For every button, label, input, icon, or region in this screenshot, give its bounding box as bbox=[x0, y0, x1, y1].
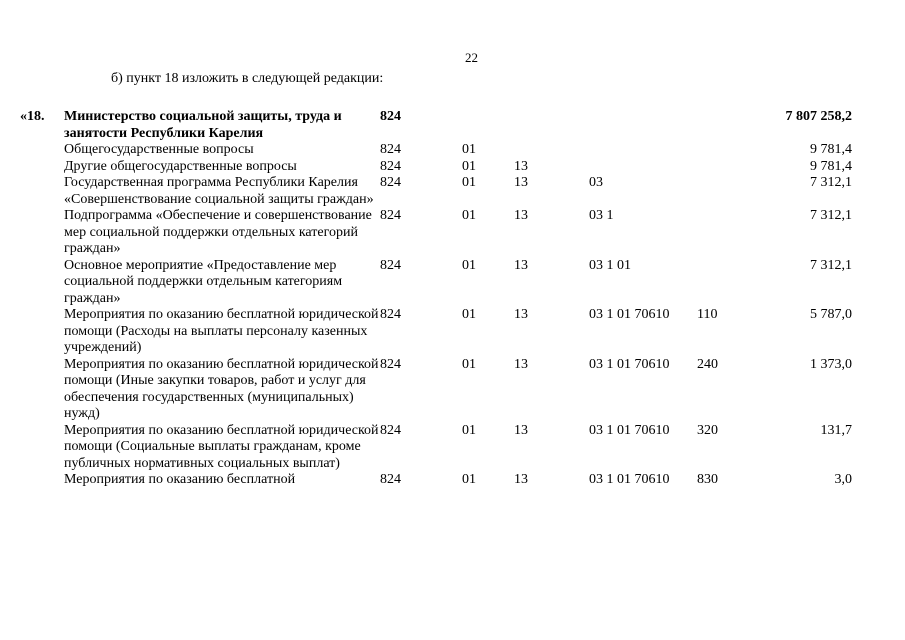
row-ved: 824 bbox=[380, 175, 401, 190]
row-number bbox=[20, 208, 64, 258]
row-rz: 01 bbox=[462, 142, 476, 157]
table-row bbox=[20, 357, 852, 423]
row-sum: 7 312,1 bbox=[810, 175, 852, 190]
table-row bbox=[20, 472, 852, 489]
page-number: 22 bbox=[465, 50, 478, 65]
row-csr: 03 1 bbox=[589, 208, 614, 223]
row-vr: 830 bbox=[697, 472, 718, 487]
row-ved: 824 bbox=[380, 142, 401, 157]
table-row bbox=[20, 258, 852, 308]
row-sum: 9 781,4 bbox=[810, 158, 852, 174]
row-ved: 824 bbox=[380, 257, 401, 273]
row-csr bbox=[589, 142, 697, 159]
row-vr bbox=[697, 159, 751, 176]
row-pr: 13 bbox=[514, 175, 528, 190]
row-sum: 5 787,0 bbox=[810, 307, 852, 322]
row-ved: 824 bbox=[380, 208, 401, 223]
row-pr: 13 bbox=[514, 208, 528, 223]
row-name: Мероприятия по оказанию бесплатной юридической помощи (Расходы на выплаты персоналу казенных учреждений) bbox=[64, 307, 379, 355]
row-rz: 01 bbox=[462, 208, 476, 223]
row-csr: 03 1 01 70610 bbox=[589, 472, 670, 487]
row-pr: 13 bbox=[514, 472, 528, 487]
row-csr: 03 1 01 bbox=[589, 257, 631, 273]
row-vr: 110 bbox=[697, 307, 718, 322]
row-sum: 7 312,1 bbox=[810, 257, 852, 273]
row-pr bbox=[514, 142, 589, 159]
row-csr: 03 1 01 70610 bbox=[589, 356, 670, 372]
row-name: Мероприятия по оказанию бесплатной юридической помощи (Социальные выплаты гражданам, кроме публичных нормативных социальных выплат) bbox=[64, 422, 379, 471]
row-sum: 7 312,1 bbox=[810, 208, 852, 223]
row-rz bbox=[462, 109, 514, 142]
row-number bbox=[20, 159, 64, 176]
row-rz: 01 bbox=[462, 422, 476, 438]
row-csr: 03 1 01 70610 bbox=[589, 422, 670, 438]
intro-text: б) пункт 18 изложить в следующей редакции: bbox=[111, 71, 384, 86]
row-vr: 240 bbox=[697, 356, 718, 372]
row-vr bbox=[697, 109, 751, 142]
row-number bbox=[20, 423, 64, 473]
table-row bbox=[20, 109, 852, 142]
row-pr: 13 bbox=[514, 307, 528, 322]
row-number bbox=[20, 175, 64, 208]
row-rz: 01 bbox=[462, 472, 476, 487]
row-pr: 13 bbox=[514, 356, 528, 372]
table-row bbox=[20, 175, 852, 208]
row-name: Министерство социальной защиты, труда и занятости Республики Карелия bbox=[64, 109, 342, 141]
row-vr bbox=[697, 142, 751, 159]
row-pr: 13 bbox=[514, 422, 528, 438]
row-vr bbox=[697, 258, 751, 308]
row-ved: 824 bbox=[380, 472, 401, 487]
row-csr bbox=[589, 109, 697, 142]
table-row bbox=[20, 307, 852, 357]
row-sum: 131,7 bbox=[820, 422, 852, 438]
row-number: «18. bbox=[20, 109, 45, 124]
row-name: Подпрограмма «Обеспечение и совершенствование мер социальной поддержки отдельных категорий граждан» bbox=[64, 208, 372, 256]
row-csr: 03 1 01 70610 bbox=[589, 307, 670, 322]
table-row bbox=[20, 142, 852, 159]
row-sum: 9 781,4 bbox=[810, 142, 852, 157]
row-rz: 01 bbox=[462, 158, 476, 174]
row-rz: 01 bbox=[462, 307, 476, 322]
row-name: Общегосударственные вопросы bbox=[64, 142, 254, 157]
row-number bbox=[20, 142, 64, 159]
row-name: Государственная программа Республики Карелия «Совершенствование социальной защиты граждан» bbox=[64, 175, 374, 207]
row-number bbox=[20, 357, 64, 423]
row-vr: 320 bbox=[697, 422, 718, 438]
row-csr: 03 bbox=[589, 175, 603, 190]
row-rz: 01 bbox=[462, 356, 476, 372]
budget-table bbox=[20, 109, 852, 489]
table-row bbox=[20, 423, 852, 473]
row-ved: 824 bbox=[380, 158, 401, 174]
row-ved: 824 bbox=[380, 109, 401, 124]
row-ved: 824 bbox=[380, 422, 401, 438]
row-pr bbox=[514, 109, 589, 142]
row-name: Основное мероприятие «Предоставление мер социальной поддержки отдельным категориям граждан» bbox=[64, 257, 343, 306]
row-sum: 1 373,0 bbox=[810, 356, 852, 372]
row-number bbox=[20, 307, 64, 357]
row-name: Мероприятия по оказанию бесплатной юридической помощи (Иные закупки товаров, работ и услуг для обеспечения государственных (муниципальных) нужд) bbox=[64, 356, 379, 421]
row-sum: 7 807 258,2 bbox=[785, 109, 852, 124]
row-name: Мероприятия по оказанию бесплатной bbox=[64, 472, 296, 487]
row-rz: 01 bbox=[462, 257, 476, 273]
row-vr bbox=[697, 208, 751, 258]
table-row bbox=[20, 159, 852, 176]
row-csr bbox=[589, 159, 697, 176]
row-number bbox=[20, 258, 64, 308]
row-sum: 3,0 bbox=[834, 472, 852, 487]
row-name: Другие общегосударственные вопросы bbox=[64, 158, 297, 174]
row-pr: 13 bbox=[514, 158, 528, 174]
row-ved: 824 bbox=[380, 356, 401, 372]
row-ved: 824 bbox=[380, 307, 401, 322]
row-number bbox=[20, 472, 64, 489]
row-vr bbox=[697, 175, 751, 208]
row-pr: 13 bbox=[514, 257, 528, 273]
table-row bbox=[20, 208, 852, 258]
row-rz: 01 bbox=[462, 175, 476, 190]
